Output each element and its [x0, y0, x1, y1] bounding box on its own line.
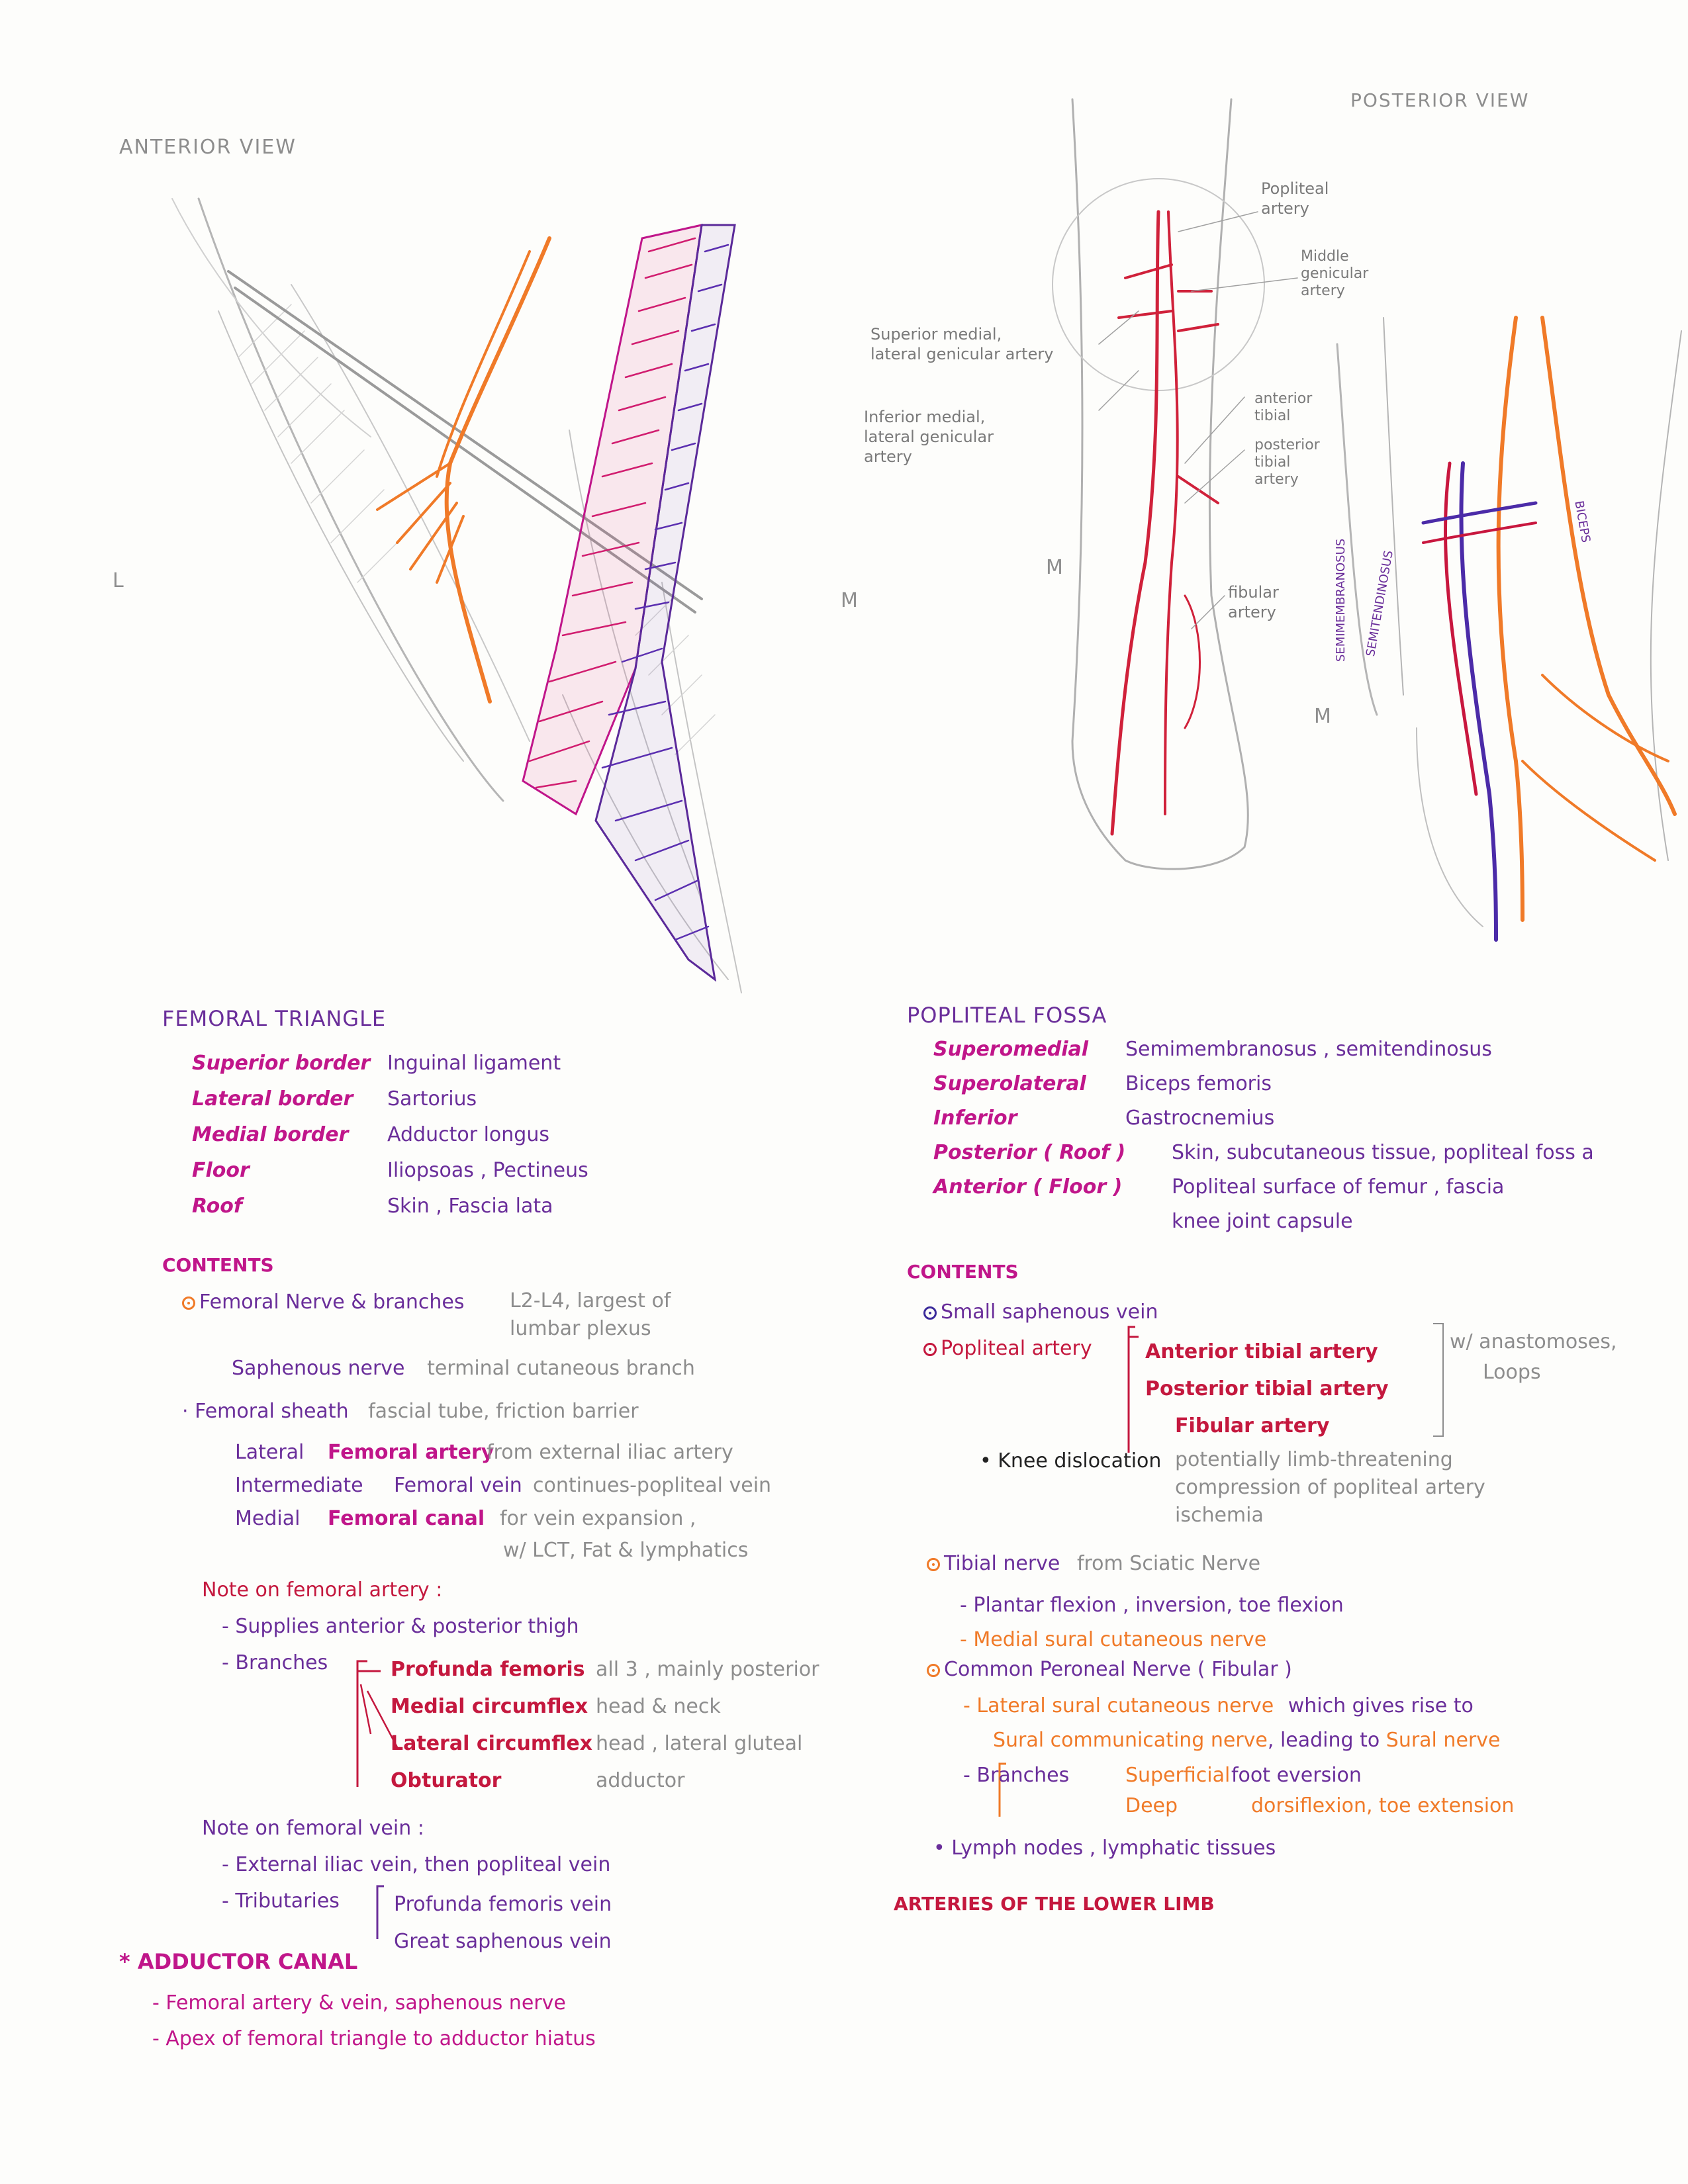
- label-semitendinosus: SEMITENDINOSUS: [1364, 549, 1396, 658]
- sheath-row: Intermediate Femoral vein continues-popliteal vein: [235, 1474, 772, 1497]
- femoral-vein-line: - External iliac vein, then popliteal vein: [222, 1853, 611, 1876]
- femoral-vein-note-title: Note on femoral vein :: [202, 1817, 424, 1840]
- femoral-artery-branches-label: - Branches: [222, 1651, 328, 1674]
- branch-row: Superficialfoot eversion: [1125, 1764, 1362, 1787]
- branch-row: Medial circumflex head & neck: [391, 1695, 721, 1718]
- peroneal-branches-label: - Branches: [963, 1764, 1070, 1787]
- popliteal-fossa-title: POPLITEAL FOSSA: [907, 1003, 1107, 1028]
- circle-bullet-icon: [927, 1558, 940, 1571]
- label-posterior-tibial: posterior tibial artery: [1254, 437, 1320, 488]
- small-saphenous-vein: Small saphenous vein: [923, 1300, 1158, 1324]
- side-marker-m: M: [1046, 556, 1063, 579]
- femoral-contents-label: CONTENTS: [162, 1254, 274, 1276]
- border-row: Medial border Adductor longus: [192, 1123, 549, 1146]
- peroneal-line-2: Sural communicating nerve, leading to Sural nerve: [993, 1729, 1501, 1752]
- arteries-of-lower-limb-title: ARTERIES OF THE LOWER LIMB: [894, 1893, 1215, 1915]
- posterior-view-label: POSTERIOR VIEW: [1350, 89, 1530, 111]
- label-biceps: BICEPS: [1571, 500, 1593, 544]
- popliteal-borders: [933, 1032, 1594, 1239]
- adductor-canal-title: * ADDUCTOR CANAL: [119, 1949, 358, 1974]
- border-row: Superior border Inguinal ligament: [192, 1052, 561, 1075]
- femoral-artery-note-title: Note on femoral artery :: [202, 1578, 443, 1602]
- branch-row: Deep dorsiflexion, toe extension: [1125, 1794, 1515, 1817]
- label-popliteal-artery: Popliteal artery: [1261, 179, 1329, 218]
- label-inferior-genicular: Inferior medial, lateral genicular artery: [864, 408, 994, 466]
- circle-bullet-icon: [927, 1664, 940, 1677]
- border-row: Posterior ( Roof ) Skin, subcutaneous tissue, popliteal foss a: [933, 1141, 1594, 1164]
- femoral-artery-branches: [391, 1651, 819, 1799]
- saphenous-nerve: Saphenous nerve terminal cutaneous branch: [232, 1357, 695, 1380]
- femoral-vein-tributaries-label: - Tributaries: [222, 1889, 340, 1913]
- femoral-nerve-note: L2-L4, largest of lumbar plexus: [510, 1289, 671, 1340]
- border-row: Lateral border Sartorius: [192, 1087, 477, 1111]
- label-fibular-artery: fibular artery: [1228, 583, 1279, 621]
- sheath-row: Lateral Femoral arteryfrom external iliac artery: [235, 1441, 733, 1464]
- knee-dislocation-note: potentially limb-threatening compression of popliteal artery ischemia: [1175, 1448, 1485, 1527]
- peroneal-line-1: - Lateral sural cutaneous nerve which gives rise to: [963, 1694, 1474, 1717]
- sheath-row: Medial Femoral canal for vein expansion ,: [235, 1507, 696, 1530]
- circle-bullet-icon: [923, 1306, 937, 1320]
- border-row: Anterior ( Floor ) Popliteal surface of femur , fascia: [933, 1175, 1505, 1199]
- femoral-sheath: · Femoral sheath fascial tube, friction barrier: [182, 1400, 639, 1423]
- femoral-canal-note: w/ LCT, Fat & lymphatics: [503, 1539, 749, 1562]
- label-middle-genicular: Middle genicular artery: [1301, 248, 1369, 299]
- side-marker-m: M: [1314, 705, 1331, 728]
- lymph-nodes: • Lymph nodes , lymphatic tissues: [933, 1837, 1276, 1860]
- border-row: Floor Iliopsoas , Pectineus: [192, 1159, 588, 1182]
- side-marker-m: M: [841, 589, 858, 612]
- border-row: Superolateral Biceps femoris: [933, 1072, 1272, 1095]
- label-semimembranosus: SEMIMEMBRANOSUS: [1334, 538, 1348, 662]
- knee-dislocation: • Knee dislocation: [980, 1449, 1162, 1473]
- label-anterior-tibial: anterior tibial: [1254, 390, 1313, 424]
- border-row: knee joint capsule: [1172, 1210, 1353, 1233]
- tibial-nerve: Tibial nerve from Sciatic Nerve: [927, 1552, 1260, 1575]
- femoral-triangle-title: FEMORAL TRIANGLE: [162, 1006, 387, 1031]
- branch-row: Profunda femoris all 3 , mainly posterior: [391, 1658, 820, 1681]
- anastomoses-note: w/ anastomoses, Loops: [1450, 1330, 1617, 1384]
- branch-row: Obturator adductor: [391, 1769, 685, 1792]
- femoral-nerve: Femoral Nerve & branches: [182, 1291, 465, 1314]
- femoral-vein-tributaries: Profunda femoris vein Great saphenous vein: [394, 1893, 612, 1953]
- border-row: Superomedial Semimembranosus , semitendinosus: [933, 1038, 1492, 1061]
- popliteal-artery: Popliteal artery: [923, 1337, 1092, 1360]
- anterior-view-label: ANTERIOR VIEW: [119, 136, 297, 159]
- side-marker-l: L: [113, 569, 124, 592]
- branch-row: Lateral circumflex head , lateral gluteal: [391, 1732, 803, 1755]
- peroneal-branches: [1125, 1760, 1514, 1821]
- adductor-canal-lines: - Femoral artery & vein, saphenous nerve - Apex of femoral triangle to adductor hiatus: [152, 1991, 596, 2050]
- common-peroneal-nerve: Common Peroneal Nerve ( Fibular ): [927, 1658, 1292, 1681]
- label-superior-genicular: Superior medial, lateral genicular artery: [870, 325, 1054, 363]
- popliteal-artery-branches: Anterior tibial artery Posterior tibial artery Fibular artery: [1145, 1340, 1389, 1437]
- border-row: Inferior Gastrocnemius: [933, 1107, 1275, 1130]
- border-row: Roof Skin , Fascia lata: [192, 1195, 553, 1218]
- popliteal-contents-label: CONTENTS: [907, 1261, 1019, 1283]
- tibial-nerve-lines: - Plantar flexion , inversion, toe flexion - Medial sural cutaneous nerve: [960, 1594, 1344, 1651]
- femoral-artery-supplies: - Supplies anterior & posterior thigh: [222, 1615, 579, 1638]
- circle-bullet-icon: [923, 1343, 937, 1356]
